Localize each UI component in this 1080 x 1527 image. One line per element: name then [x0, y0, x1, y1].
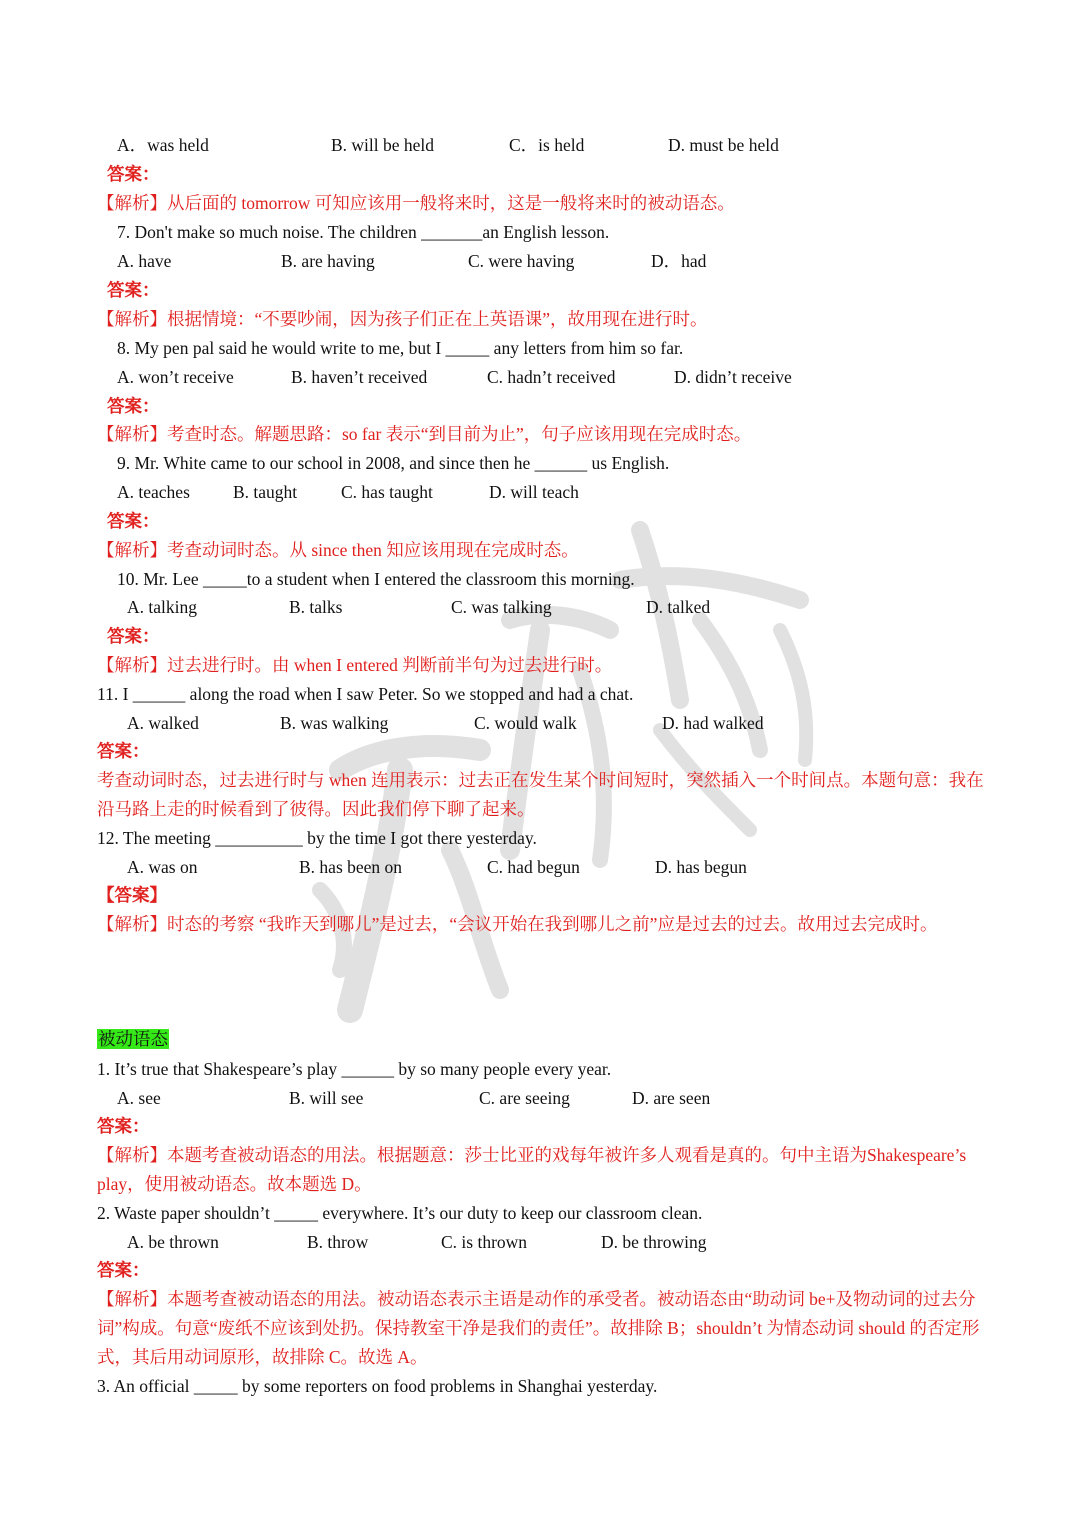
q6-option-b: B. will be held: [331, 135, 435, 155]
q7-option-c: C. were having: [468, 251, 575, 271]
q11-answer-label: 答案：: [97, 741, 150, 761]
q7-stem: 7. Don't make so much noise. The children _______an English lesson.: [117, 222, 610, 242]
p3-stem: 3. An official _____ by some reporters on food problems in Shanghai yesterday.: [97, 1376, 658, 1396]
q10-option-a: A. talking: [127, 597, 197, 617]
q9-analysis: 【解析】考查动词时态。从 since then 知应该用现在完成时态。: [97, 540, 579, 560]
q12-option-b: B. has been on: [299, 857, 403, 877]
q8-analysis: 【解析】考查时态。解题思路：so far 表示“到目前为止”，句子应该用现在完成时态。: [97, 424, 752, 444]
q9-option-a: A. teaches: [117, 482, 190, 502]
p2-option-d: D. be throwing: [601, 1232, 707, 1252]
q7-option-d: D．had: [651, 251, 707, 271]
q10-analysis: 【解析】过去进行时。由 when I entered 判断前半句为过去进行时。: [97, 655, 613, 675]
p1-option-c: C. are seeing: [479, 1088, 570, 1108]
q8-option-b: B. haven’t received: [291, 367, 428, 387]
q12-option-c: C. had begun: [487, 857, 580, 877]
p2-stem: 2. Waste paper shouldn’t _____ everywhere. It’s our duty to keep our classroom clean.: [97, 1203, 703, 1223]
p1-option-d: D. are seen: [632, 1088, 711, 1108]
p1-answer-label: 答案：: [97, 1116, 150, 1136]
q6-option-c: C．is held: [509, 135, 585, 155]
q11-option-b: B. was walking: [280, 713, 389, 733]
q8-option-d: D. didn’t receive: [674, 367, 792, 387]
q6-analysis: 【解析】从后面的 tomorrow 可知应该用一般将来时，这是一般将来时的被动语态。: [97, 193, 735, 213]
q7-answer-label: 答案：: [107, 280, 160, 300]
p2-option-a: A. be thrown: [127, 1232, 219, 1252]
p1-option-b: B. will see: [289, 1088, 364, 1108]
q12-option-a: A. was on: [127, 857, 198, 877]
q11-stem: 11. I ______ along the road when I saw Peter. So we stopped and had a chat.: [97, 684, 634, 704]
p2-option-c: C. is thrown: [441, 1232, 528, 1252]
q10-stem: 10. Mr. Lee _____to a student when I entered the classroom this morning.: [117, 569, 635, 589]
q8-answer-label: 答案：: [107, 396, 160, 416]
q11-analysis: 考查动词时态，过去进行时与 when 连用表示：过去正在发生某个时间短时，突然插入一个时间点。本题句意：我在沿马路上走的时候看到了彼得。因此我们停下聊了起来。: [97, 770, 984, 819]
q9-stem: 9. Mr. White came to our school in 2008, and since then he ______ us English.: [117, 453, 670, 473]
q7-option-a: A. have: [117, 251, 172, 271]
q7-analysis: 【解析】根据情境：“不要吵闹，因为孩子们正在上英语课”，故用现在进行时。: [97, 309, 708, 329]
section-title-highlight: 被动语态: [98, 1029, 168, 1049]
p1-stem: 1. It’s true that Shakespeare’s play ______ by so many people every year.: [97, 1059, 612, 1079]
q11-option-c: C. would walk: [474, 713, 577, 733]
p2-analysis: 【解析】本题考查被动语态的用法。被动语态表示主语是动作的承受者。被动语态由“助动词 be+及物动词的过去分词”构成。句意“废纸不应该到处扔。保持教室干净是我们的责任”。故排除 B；shouldn’t 为情态动词 should 的否定形式，其后用动词原形，故排除 C。故选 A。: [97, 1289, 980, 1367]
q9-option-b: B. taught: [233, 482, 298, 502]
q6-answer-label: 答案：: [107, 164, 160, 184]
q8-option-c: C. hadn’t received: [487, 367, 616, 387]
q12-stem: 12. The meeting __________ by the time I got there yesterday.: [97, 828, 537, 848]
q9-option-c: C. has taught: [341, 482, 433, 502]
p2-option-b: B. throw: [307, 1232, 369, 1252]
q10-option-d: D. talked: [646, 597, 711, 617]
q9-answer-label: 答案：: [107, 511, 160, 531]
p1-option-a: A. see: [117, 1088, 161, 1108]
q6-option-a: A．was held: [117, 135, 209, 155]
q8-option-a: A. won’t receive: [117, 367, 234, 387]
q11-option-a: A. walked: [127, 713, 199, 733]
q7-option-b: B. are having: [281, 251, 375, 271]
q8-stem: 8. My pen pal said he would write to me, but I _____ any letters from him so far.: [117, 338, 684, 358]
q12-option-d: D. has begun: [655, 857, 747, 877]
q10-option-b: B. talks: [289, 597, 343, 617]
section-title: [97, 1028, 169, 1050]
q9-option-d: D. will teach: [489, 482, 579, 502]
q11-option-d: D. had walked: [662, 713, 764, 733]
p2-answer-label: 答案：: [97, 1260, 150, 1280]
q12-answer-label: 【答案】: [97, 885, 167, 905]
q10-option-c: C. was talking: [451, 597, 552, 617]
q12-analysis: 【解析】时态的考察 “我昨天到哪儿”是过去，“会议开始在我到哪儿之前”应是过去的过去。故用过去完成时。: [97, 914, 938, 934]
p1-analysis: 【解析】本题考查被动语态的用法。根据题意：莎士比亚的戏每年被许多人观看是真的。句中主语为Shakespeare’s play，使用被动语态。故本题选 D。: [97, 1145, 967, 1194]
q10-answer-label: 答案：: [107, 626, 160, 646]
q6-option-d: D. must be held: [668, 135, 779, 155]
